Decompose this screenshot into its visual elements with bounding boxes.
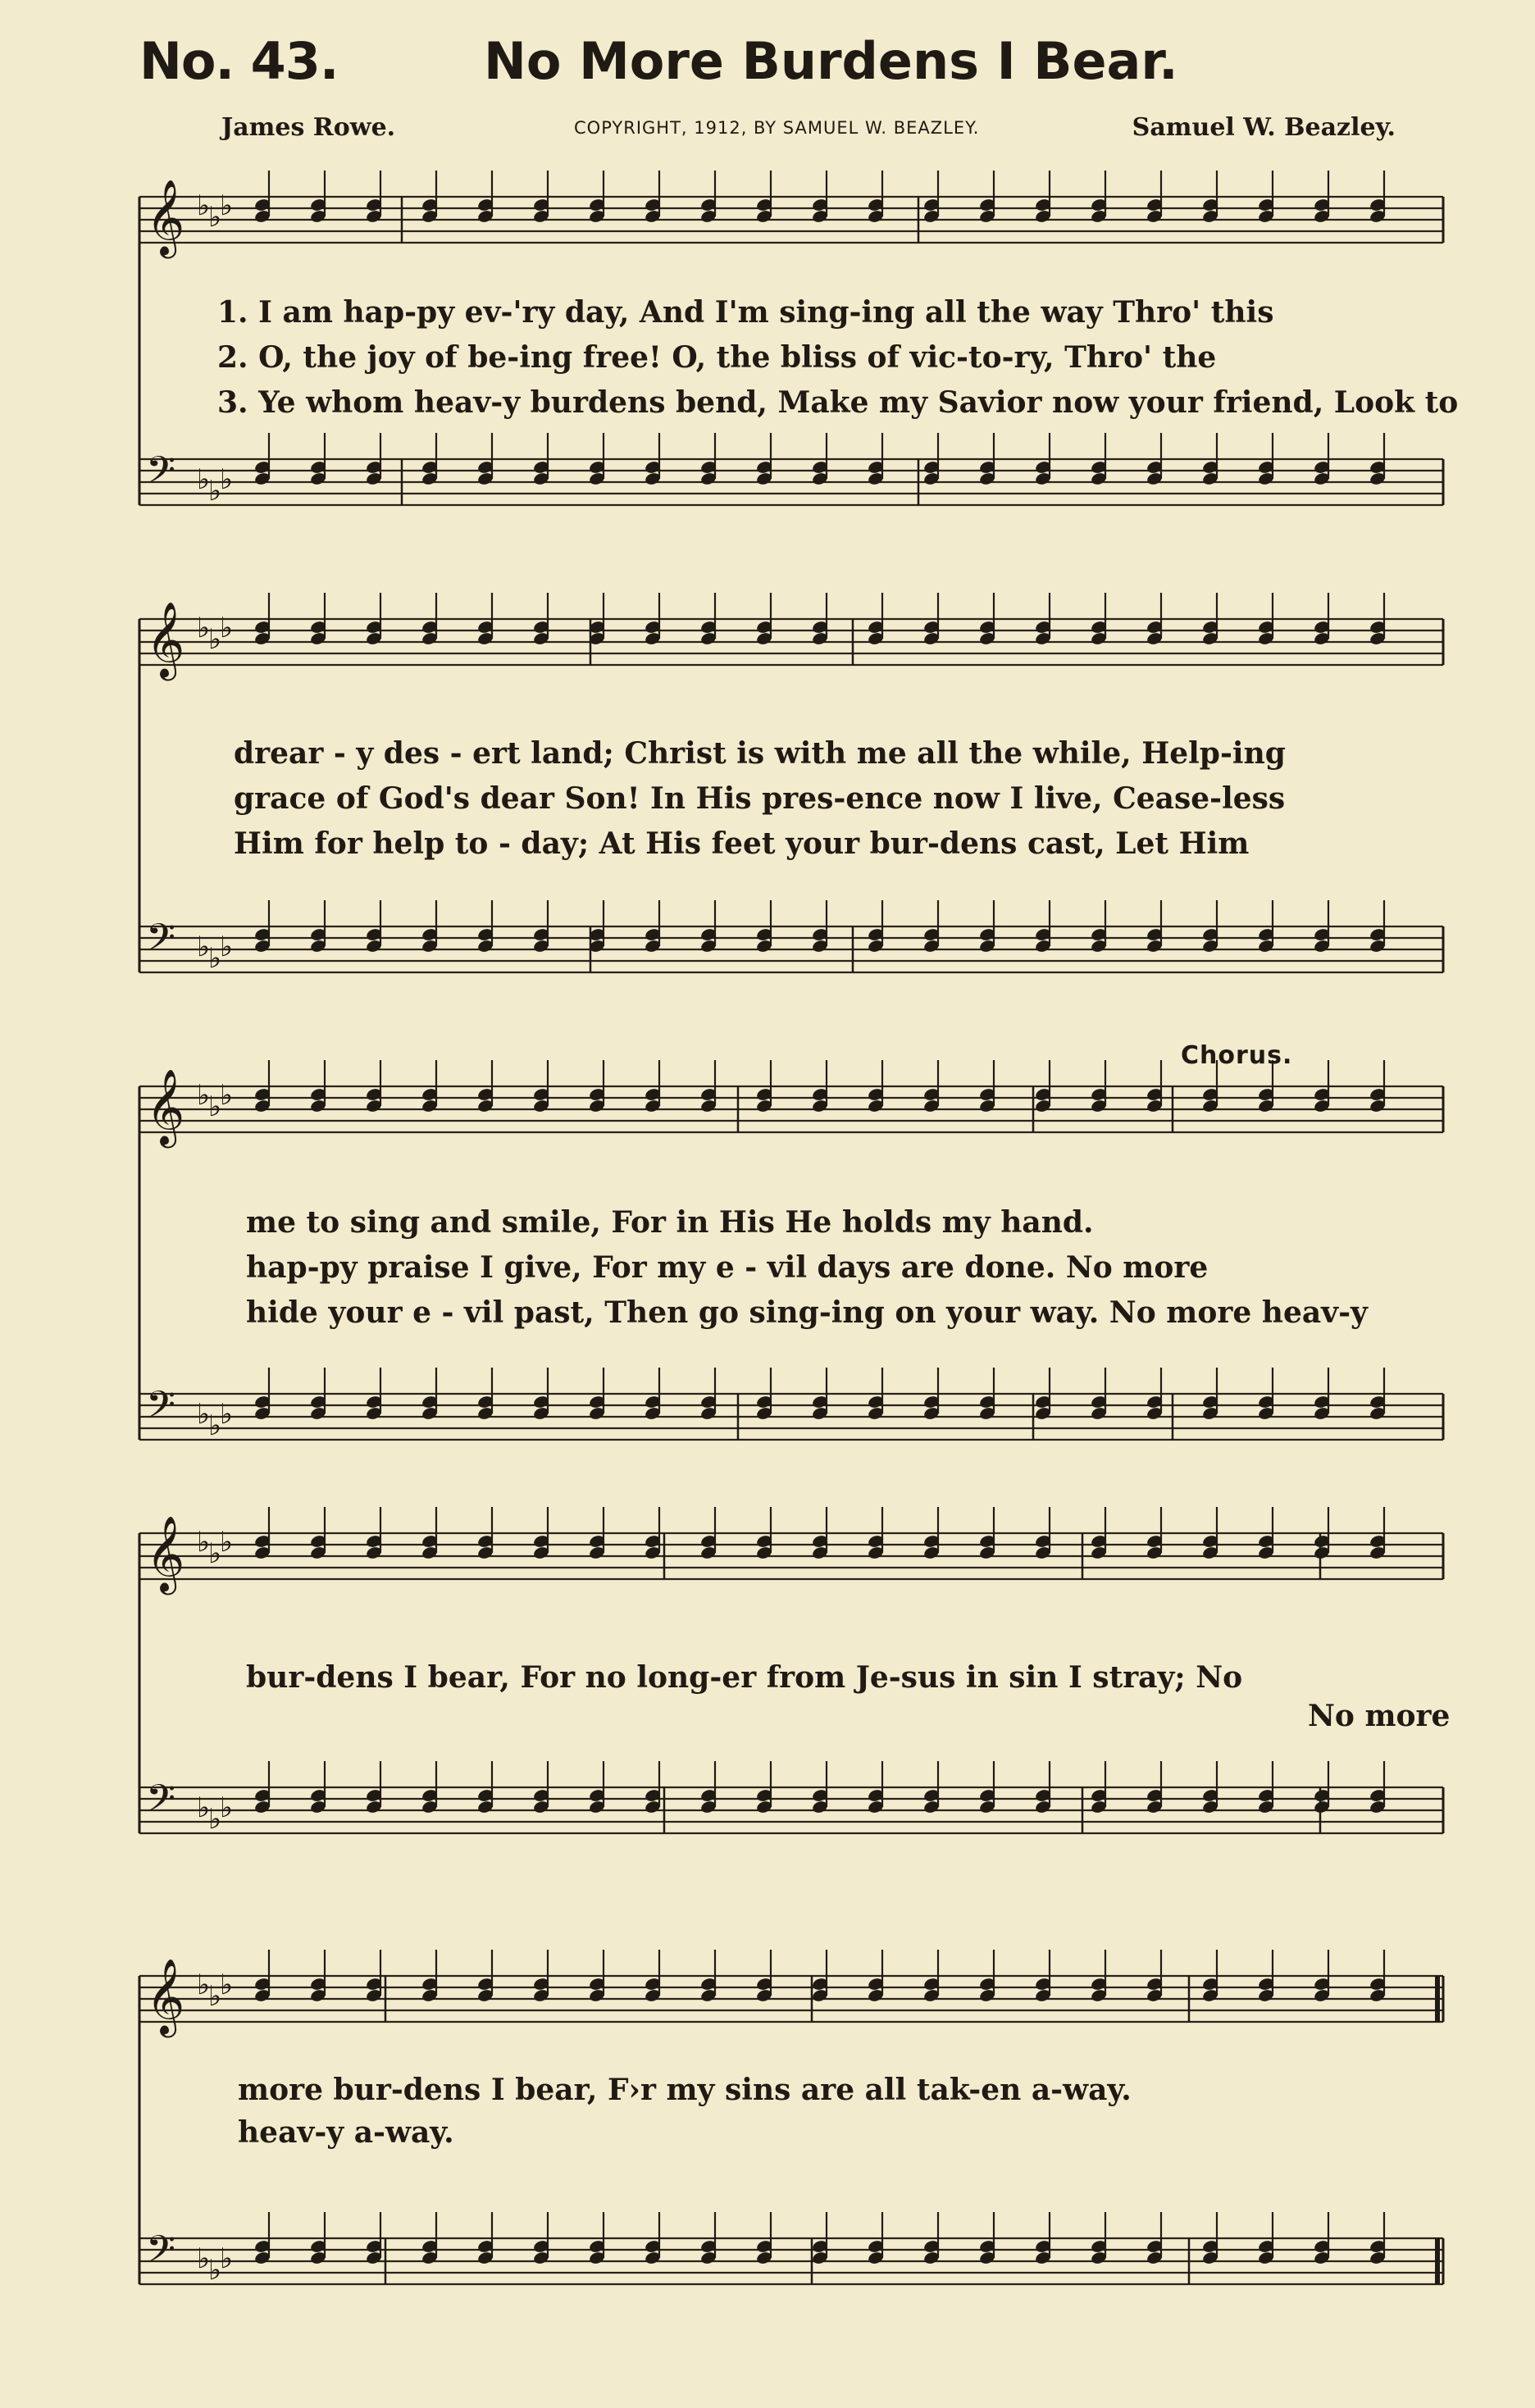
treble-clef-icon: 𝄞 — [146, 1515, 185, 1591]
hymn-title: No More Burdens I Bear. — [484, 31, 1178, 91]
flat-sign-icon: ♭ — [197, 1079, 211, 1112]
flat-sign-icon: ♭ — [220, 1969, 234, 2001]
flat-sign-icon: ♭ — [208, 623, 222, 656]
flat-sign-icon: ♭ — [220, 1791, 234, 1824]
flat-sign-icon: ♭ — [208, 1803, 222, 1836]
composer: Samuel W. Beazley. — [1132, 113, 1396, 142]
lyric-verse-3: 3. Ye whom heav-y burdens bend, Make my Savior now your friend, Look to — [217, 385, 1459, 420]
flat-sign-icon: ♭ — [197, 612, 211, 644]
lyric-chorus-line-2: heav-y a-way. — [238, 2115, 454, 2150]
flat-sign-icon: ♭ — [197, 1969, 211, 2001]
bass-clef-icon: 𝄢 — [146, 2228, 176, 2281]
treble-clef-icon: 𝄞 — [146, 1958, 185, 2034]
flat-sign-icon: ♭ — [197, 189, 211, 222]
flat-sign-icon: ♭ — [197, 463, 211, 496]
lyric-verse-1: me to sing and smile, For in His He holds my hand. — [246, 1205, 1094, 1240]
bass-clef-icon: 𝄢 — [146, 448, 176, 502]
flat-sign-icon: ♭ — [208, 2254, 222, 2287]
lyricist: James Rowe. — [221, 113, 396, 142]
flat-sign-icon: ♭ — [208, 201, 222, 234]
music-system-5 — [131, 1951, 1451, 2394]
lyric-verse-2: hap-py praise I give, For my e - vil days are done. No more — [246, 1250, 1209, 1285]
music-system-3 — [131, 1041, 1451, 1500]
flat-sign-icon: ♭ — [220, 1398, 234, 1431]
flat-sign-icon: ♭ — [220, 463, 234, 496]
lyric-chorus-line-2: No more — [1308, 1699, 1451, 1733]
lyric-verse-1: 1. I am hap-py ev-'ry day, And I'm sing-ing all the way Thro' this — [217, 295, 1274, 330]
title-row — [139, 23, 1453, 97]
flat-sign-icon: ♭ — [197, 2242, 211, 2275]
bass-clef-icon: 𝄢 — [146, 1383, 176, 1436]
lyric-chorus-line-1: bur-dens I bear, For no long-er from Je-sus in sin I stray; No — [246, 1660, 1243, 1695]
flat-sign-icon: ♭ — [208, 1980, 222, 2013]
copyright-notice: COPYRIGHT, 1912, BY SAMUEL W. BEAZLEY. — [574, 118, 980, 138]
flat-sign-icon: ♭ — [220, 612, 234, 644]
flat-sign-icon: ♭ — [208, 1090, 222, 1123]
flat-sign-icon: ♭ — [220, 1079, 234, 1112]
chorus-label: Chorus. — [1181, 1041, 1293, 1070]
flat-sign-icon: ♭ — [197, 1791, 211, 1824]
hymn-number: No. 43. — [139, 31, 339, 91]
lyric-verse-2: 2. O, the joy of be-ing free! O, the bliss of vic-to-ry, Thro' the — [217, 340, 1217, 375]
music-system-2 — [131, 601, 1451, 1033]
staff-notation-5 — [131, 1951, 1451, 2394]
flat-sign-icon: ♭ — [197, 1398, 211, 1431]
flat-sign-icon: ♭ — [208, 1537, 222, 1570]
lyric-verse-2: grace of God's dear Son! In His pres-ence now I live, Cease-less — [234, 781, 1286, 816]
flat-sign-icon: ♭ — [220, 1526, 234, 1559]
treble-clef-icon: 𝄞 — [146, 179, 185, 255]
flat-sign-icon: ♭ — [220, 189, 234, 222]
flat-sign-icon: ♭ — [208, 942, 222, 975]
lyric-chorus-line-1: more bur-dens I bear, F›r my sins are all tak-en a-way. — [238, 2073, 1132, 2107]
treble-clef-icon: 𝄞 — [146, 601, 185, 677]
flat-sign-icon: ♭ — [197, 1526, 211, 1559]
staff-notation-4 — [131, 1517, 1451, 1910]
flat-sign-icon: ♭ — [208, 475, 222, 508]
flat-sign-icon: ♭ — [208, 1409, 222, 1442]
treble-clef-icon: 𝄞 — [146, 1068, 185, 1145]
credits — [221, 113, 1396, 146]
lyric-verse-3: Him for help to - day; At His feet your bur-dens cast, Let Him — [234, 826, 1250, 861]
flat-sign-icon: ♭ — [197, 931, 211, 963]
music-system-4 — [131, 1517, 1451, 1910]
music-system-1 — [131, 164, 1459, 558]
bass-clef-icon: 𝄢 — [146, 916, 176, 969]
lyric-verse-3: hide your e - vil past, Then go sing-ing on your way. No more heav-y — [246, 1295, 1368, 1330]
flat-sign-icon: ♭ — [220, 931, 234, 963]
flat-sign-icon: ♭ — [220, 2242, 234, 2275]
lyric-verse-1: drear - y des - ert land; Christ is with me all the while, Help-ing — [234, 736, 1286, 771]
staff-notation-2 — [131, 601, 1451, 1033]
bass-clef-icon: 𝄢 — [146, 1777, 176, 1830]
